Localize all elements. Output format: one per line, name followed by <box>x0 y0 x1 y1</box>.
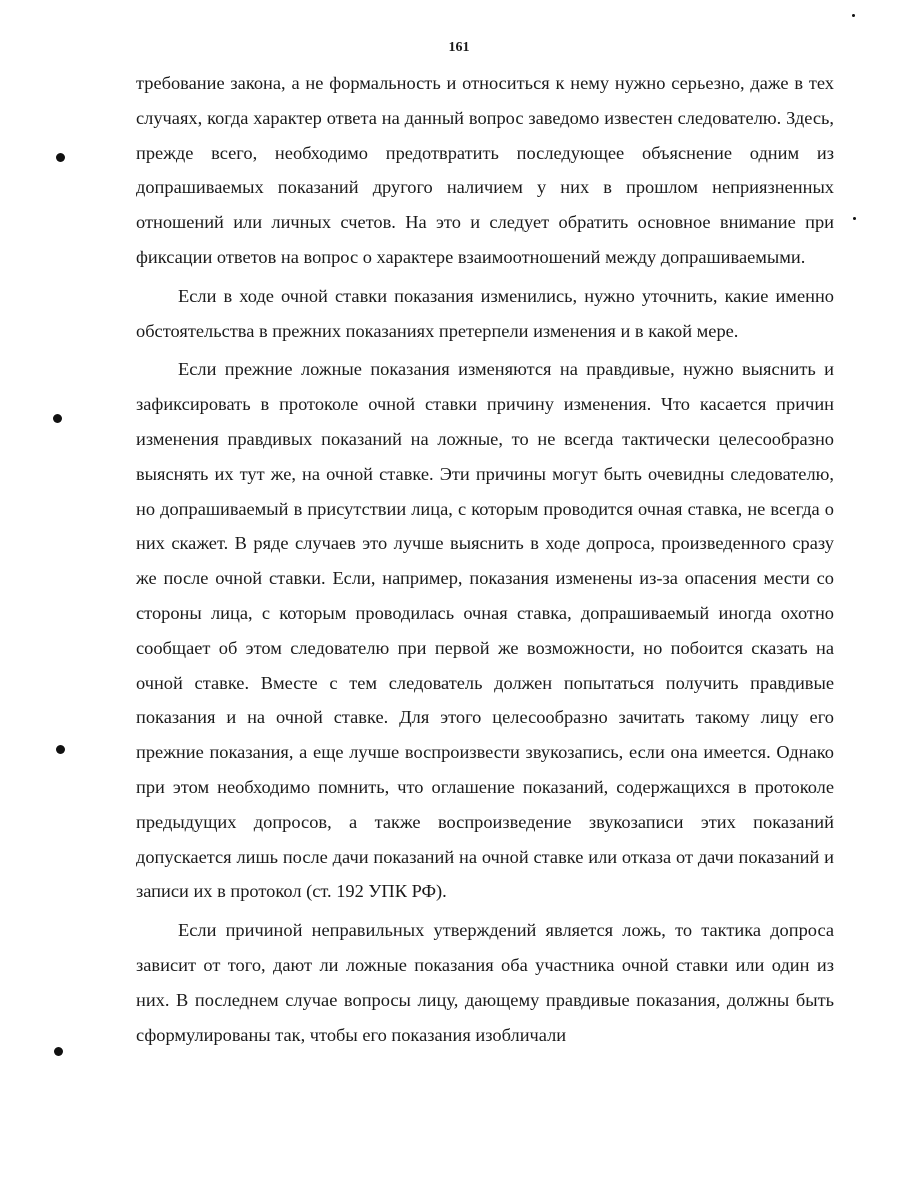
scan-mark <box>53 414 62 423</box>
text-body <box>136 66 834 1052</box>
paragraph-4: Если причиной неправильных утверждений является ложь, то тактика допроса зависит от того, дают ли ложные показания оба участника очной ставки или один из них. В последнем случае вопросы лицу, дающему правдивые показания, должны быть сформулированы так, чтобы его показания изобличали <box>136 920 834 1045</box>
scan-mark <box>56 745 65 754</box>
scan-mark <box>56 153 65 162</box>
paragraph-2: Если в ходе очной ставки показания изменились, нужно уточнить, какие именно обстоятельства в прежних показаниях претерпели изменения и в какой мере. <box>136 285 834 341</box>
scan-mark <box>54 1047 63 1056</box>
page-number: 161 <box>448 40 470 55</box>
paragraph-1: требование закона, а не формальность и относиться к нему нужно серьезно, даже в тех случаях, когда характер ответа на данный вопрос заведомо известен следователю. Здесь, прежде всего, необходимо предотвратить последующее объяснение одним из допрашиваемых показаний другого наличием у них в прошлом неприязненных отношений или личных счетов. На это и следует обратить основное внимание при фиксации ответов на вопрос о характере взаимоотношений между допрашиваемыми. <box>136 73 834 267</box>
scan-mark <box>852 14 855 17</box>
paragraph-3: Если прежние ложные показания изменяются на правдивые, нужно выяснить и зафиксировать в протоколе очной ставки причину изменения. Что касается причин изменения правдивых показаний на ложные, то не всегда тактически целесообразно выяснять их тут же, на очной ставке. Эти причины могут быть очевидны следователю, но допрашиваемый в присутствии лица, с которым проводится очная ставка, не всегда о них скажет. В ряде случаев это лучше выяснить в ходе допроса, произведенного сразу же после очной ставки. Если, например, показания изменены из-за опасения мести со стороны лица, с которым проводилась очная ставка, допрашиваемый иногда охотно сообщает об этом следователю при первой же возможности, но побоится сказать на очной ставке. Вместе с тем следователь должен попытаться получить правдивые показания и на очной ставке. Для этого целесообразно зачитать такому лицу его прежние показания, а еще лучше воспроизвести звукозапись, если она имеется. Однако при этом необходимо помнить, что оглашение показаний, содержащихся в протоколе предыдущих допросов, а также воспроизведение звукозаписи этих показаний допускается лишь после дачи показаний на очной ставке или отказа от дачи показаний и записи их в протокол (ст. 192 УПК РФ). <box>136 359 834 902</box>
scan-mark <box>853 217 856 220</box>
